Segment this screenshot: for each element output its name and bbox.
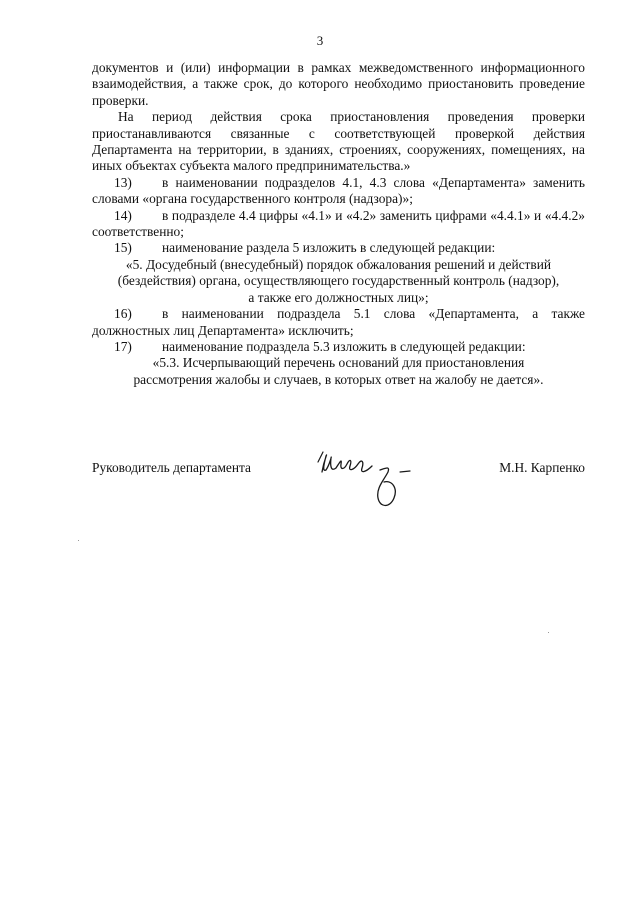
item-text: наименование раздела 5 изложить в следующей редакции: (162, 240, 496, 256)
scan-speck (548, 632, 549, 633)
list-item-15 (92, 240, 585, 256)
document-body (92, 60, 585, 388)
signature-block (92, 460, 585, 520)
paragraph-continuation: документов и (или) информации в рамках межведомственного информационного взаимодействия, а также срок, до которого необходимо приостановить проведение проверки. (92, 60, 585, 108)
item-text: в подразделе 4.4 цифры «4.1» и «4.2» заменить цифрами «4.4.1» и «4.4.2» соответственно; (92, 207, 585, 240)
signatory-name: М.Н. Карпенко (499, 460, 585, 475)
list-item-14 (92, 208, 585, 241)
item-text: в наименовании подразделов 4.1, 4.3 слова «Департамента» заменить словами «органа государственного контроля (надзора)»; (92, 174, 585, 207)
item-text: в наименовании подраздела 5.1 слова «Департамента, а также должностных лиц Департамента» исключить; (92, 306, 585, 338)
item-number: 16) (114, 306, 132, 322)
quote-line: «5.3. Исчерпывающий перечень оснований для приостановления (152, 355, 525, 371)
handwritten-signature (314, 442, 434, 522)
list-item-17 (92, 339, 585, 355)
item-number: 13) (114, 174, 132, 190)
quote-line: рассмотрения жалобы и случаев, в которых ответ на жалобу не дается». (133, 371, 544, 387)
item-number: 15) (114, 240, 132, 256)
quote-line: (бездействия) органа, осуществляющего государственный контроль (надзор), (117, 273, 560, 289)
list-item-13 (92, 175, 585, 208)
signatory-title: Руководитель департамента (92, 460, 251, 475)
item-text: наименование подраздела 5.3 изложить в следующей редакции: (162, 338, 526, 354)
item-number: 17) (114, 338, 132, 354)
quote-line: «5. Досудебный (внесудебный) порядок обжалования решений и действий (125, 256, 552, 272)
page-number: 3 (316, 33, 324, 48)
list-item-16 (92, 306, 585, 339)
quote-line: а также его должностных лиц»; (248, 289, 429, 305)
scan-speck (78, 540, 79, 541)
item-number: 14) (114, 207, 132, 223)
paragraph-suspension: На период действия срока приостановления проведения проверки приостанавливаются связанные с соответствующей проверкой действия Департамента на территории, в зданиях, строениях, сооружениях, помещениях, на иных объектах субъекта малого предпринимательства.» (92, 109, 585, 174)
